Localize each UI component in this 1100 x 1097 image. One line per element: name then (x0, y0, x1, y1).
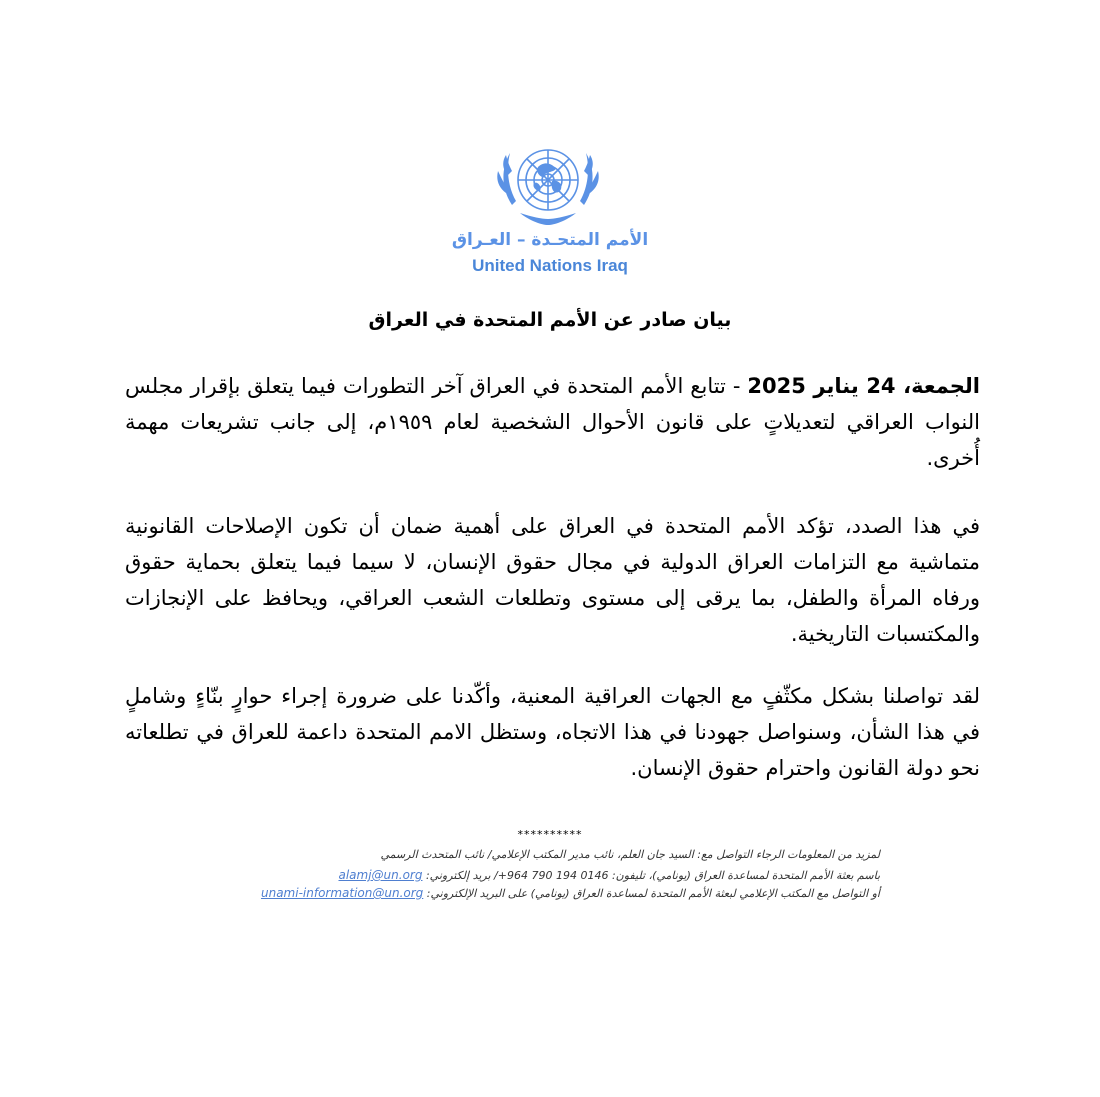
email-link-alamj[interactable]: alamj@un.org (338, 868, 423, 882)
contact-line-2 (200, 868, 880, 883)
logo-arabic-name: الأمم المتحـدة – العـراق (451, 230, 649, 250)
contact-line-2-text: باسم بعثة الأمم المتحدة لمساعدة العراق (يونامي)، تليفون: 0146 194 790 964+/ بريد إلكتروني: (422, 869, 880, 882)
logo-english-name: United Nations Iraq (472, 256, 628, 275)
contact-line-3-text: أو التواصل مع المكتب الإعلامي لبعثة الأمم المتحدة لمساعدة العراق (يونامي) على البريد الإلكتروني: (423, 887, 880, 900)
statement-date: الجمعة، 24 يناير 2025 (747, 374, 980, 398)
paragraph-2: في هذا الصدد، تؤكد الأمم المتحدة في العراق على أهمية ضمان أن تكون الإصلاحات القانونية متماشية مع التزامات العراق الدولية في مجال حقوق الإنسان، لا سيما فيما يتعلق بحماية حقوق ورفاه المرأة والطفل، بما يرقى إلى مستوى وتطلعات الشعب العراقي، ويحافظ على الإنجازات والمكتسبات التاريخية. (125, 514, 980, 646)
contact-line-3 (200, 886, 880, 901)
un-iraq-logo (430, 130, 670, 280)
paragraph-1-text: - تتابع الأمم المتحدة في العراق آخر التطورات فيما يتعلق بإقرار مجلس النواب العراقي لتعديلاتٍ على قانون الأحوال الشخصية لعام ١٩٥٩م، إلى جانب تشريعات مهمة أُخرى. (125, 374, 980, 470)
un-emblem-icon (492, 135, 604, 233)
email-link-unami-information[interactable]: unami-information@un.org (260, 886, 424, 900)
paragraph-1 (125, 368, 980, 476)
statement-title: بيان صادر عن الأمم المتحدة في العراق (368, 309, 732, 331)
paragraph-3: لقد تواصلنا بشكل مكثّفٍ مع الجهات العراقية المعنية، وأكّدنا على ضرورة إجراء حوارٍ بنّاءٍ وشاملٍ في هذا الشأن، وسنواصل جهودنا في هذا الاتجاه، وستظل الامم المتحدة داعمة للعراق في تطلعاته نحو دولة القانون واحترام حقوق الإنسان. (125, 684, 980, 780)
separator-stars: ********** (517, 828, 583, 841)
contact-line-1: لمزيد من المعلومات الرجاء التواصل مع: السيد جان العلم، نائب مدير المكتب الإعلامي/ نائب المتحدث الرسمي (380, 848, 880, 861)
